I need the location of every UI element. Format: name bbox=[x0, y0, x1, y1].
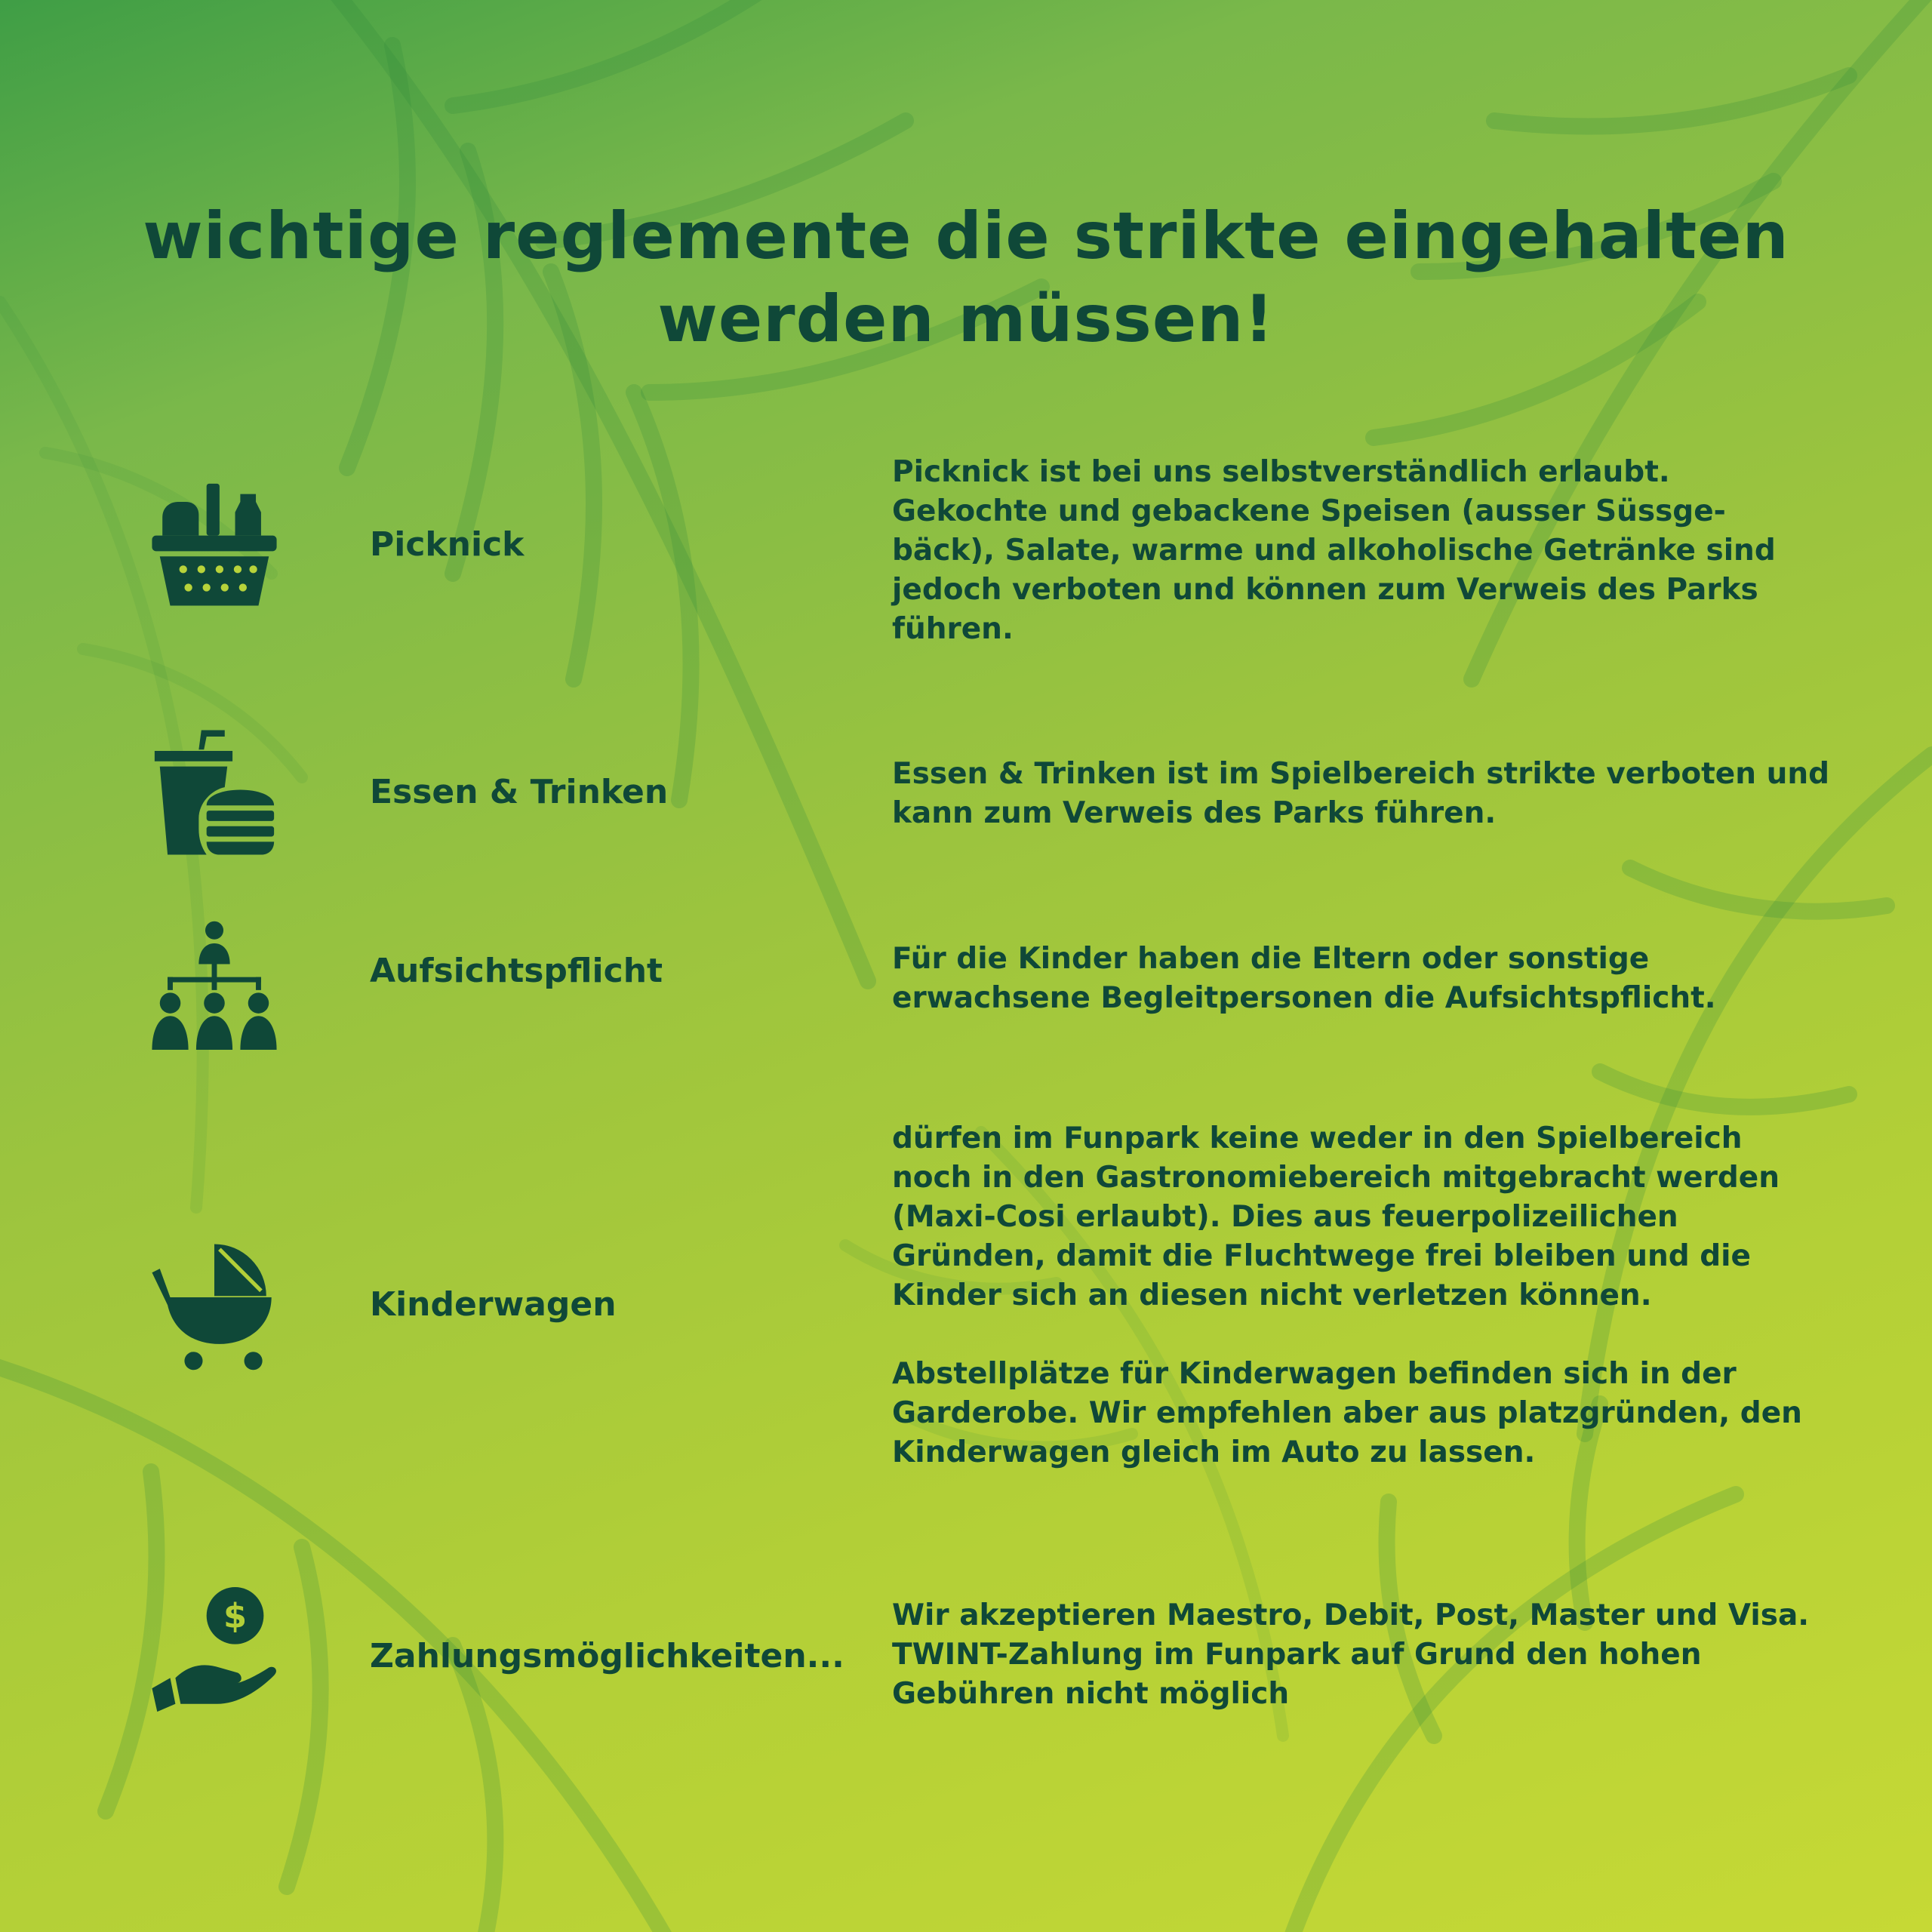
picnic-basket-icon bbox=[149, 478, 279, 608]
rule-description: dürfen im Funpark keine weder in den Spielbereich noch in den Gastronomiebereich mitgebracht werden (Maxi-Cosi erlaubt). Dies aus feuerpolizeilichen Gründen, damit die Fluchtwege frei bleiben und die Kinder sich an diesen nicht verletzen können. Abstellplätze für Kinderwagen befinden sich in der Garderobe. Wir empfehlen aber aus platzgründen, den Kinderwagen gleich im Auto zu lassen. bbox=[892, 1121, 1802, 1469]
rule-label: Kinderwagen bbox=[370, 1285, 617, 1324]
title-line-1: wichtige reglemente die strikte eingehalten bbox=[143, 198, 1789, 274]
stroller-icon bbox=[149, 1241, 279, 1371]
rule-description: Für die Kinder haben die Eltern oder sonstige erwachsene Begleitpersonen die Aufsichtspflicht. bbox=[892, 942, 1716, 1015]
rule-label: Zahlungsmöglichkeiten... bbox=[370, 1637, 844, 1675]
rule-label: Aufsichtspflicht bbox=[370, 952, 663, 990]
page-title bbox=[0, 195, 1932, 361]
rule-label: Essen & Trinken bbox=[370, 773, 669, 811]
title-line-2: werden müssen! bbox=[657, 281, 1275, 357]
supervision-hierarchy-icon bbox=[149, 920, 279, 1050]
rule-description: Essen & Trinken ist im Spielbereich strikte verboten und kann zum Verweis des Parks führen. bbox=[892, 757, 1830, 830]
rule-description: Wir akzeptieren Maestro, Debit, Post, Master und Visa. TWINT-Zahlung im Funpark auf Grund den hohen Gebühren nicht möglich bbox=[892, 1598, 1810, 1711]
rule-description: Picknick ist bei uns selbstverständlich erlaubt. Gekochte und gebackene Speisen (ausser Süssge- bäck), Salate, warme und alkoholische Getränke sind jedoch verboten und können zum Verweis des Parks führen. bbox=[892, 455, 1776, 646]
food-drink-icon bbox=[149, 728, 279, 857]
svg-text:$: $ bbox=[223, 1595, 248, 1636]
hand-money-icon bbox=[149, 1587, 279, 1717]
rule-label: Picknick bbox=[370, 525, 525, 564]
